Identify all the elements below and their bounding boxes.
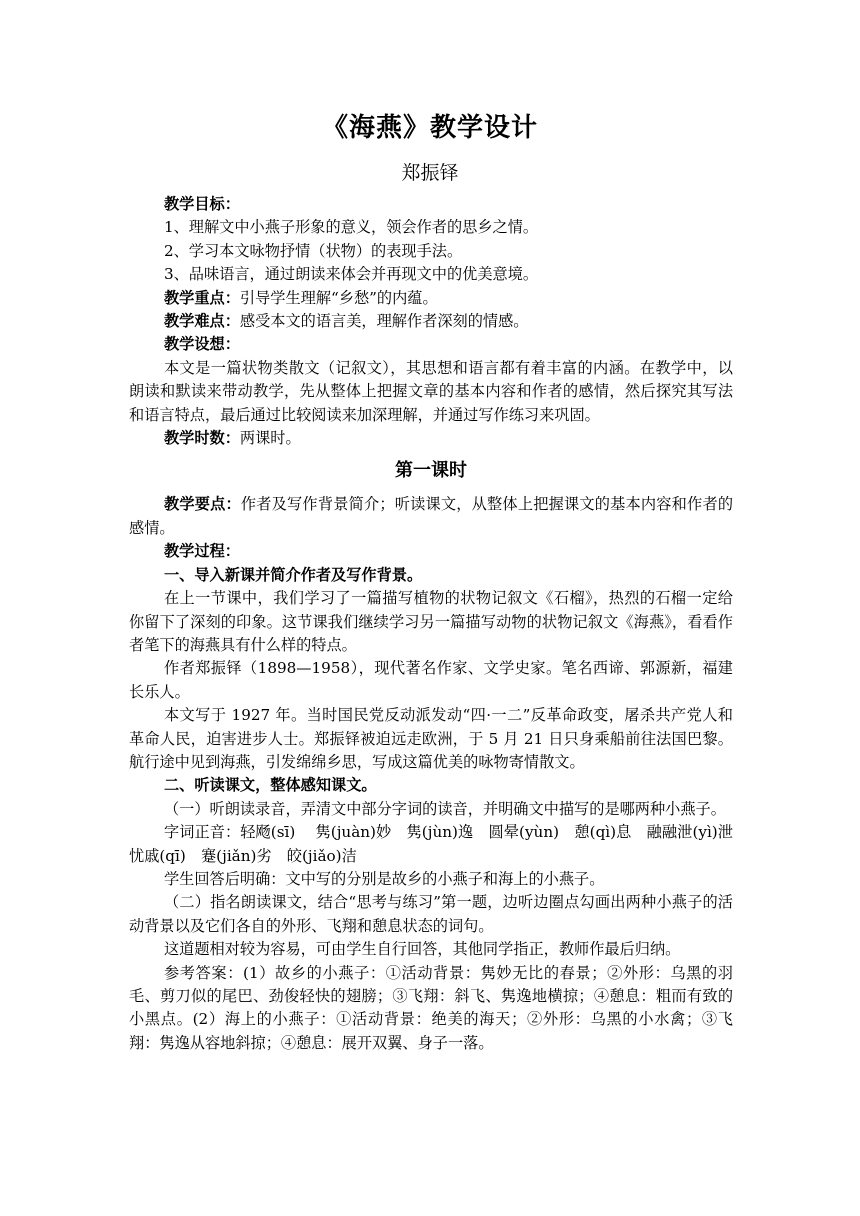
step2-heading: 二、听读课文，整体感知课文。 — [163, 776, 377, 795]
document-author: 郑振铎 — [401, 162, 459, 184]
key-point-text: 引导学生理解“乡愁”的内蕴。 — [239, 288, 438, 307]
objective-item: 3、品味语言，通过朗读来体会并再现文中的优美意境。 — [163, 265, 539, 284]
difficulty-text: 感受本文的语言美，理解作者深刻的情感。 — [239, 312, 529, 331]
lesson1-focus-paragraph — [129, 493, 733, 540]
design-paragraph: 本文是一篇状物类散文（记叙文），其思想和语言都有着丰富的内涵。在教学中，以朗读和默读来带动教学，先从整体上把握文章的基本内容和作者的感情，然后探究其写法和语言特点，最后通过比较阅读来加深理解，并通过写作练习来巩固。 — [129, 358, 733, 424]
design-heading — [129, 333, 733, 356]
objective-item: 2、学习本文咏物抒情（状物）的表现手法。 — [163, 241, 463, 260]
lesson1-focus-label: 教学要点： — [163, 495, 241, 514]
difficulty-paragraph — [129, 310, 733, 333]
key-point-label: 教学重点： — [163, 288, 240, 307]
step2-paragraph: （二）指名朗读课文，结合“思考与练习”第一题，边听边圈点勾画出两种小燕子的活动背景以及它们各自的外形、飞翔和憩息状态的词句。 — [129, 893, 733, 935]
duration-paragraph — [129, 427, 733, 450]
step2-paragraph: 学生回答后明确：文中写的分别是故乡的小燕子和海上的小燕子。 — [163, 869, 605, 888]
step1-heading: 一、导入新课并简介作者及写作背景。 — [163, 565, 423, 584]
lesson1-process-heading — [129, 540, 733, 563]
duration-label: 教学时数： — [163, 429, 240, 448]
design-label: 教学设想： — [163, 335, 240, 354]
lesson1-process-label: 教学过程： — [163, 542, 240, 561]
step2-pronunciation: 字词正音：轻飏(sī) 隽(juàn)妙 隽(jùn)逸 圆晕(yùn) 憩(qì)息 融融泄(yì)泄 忧戚(qī) 蹇(jiǎn)劣 皎(jiǎo)洁 — [129, 823, 749, 865]
step2-paragraph: 这道题相对较为容易，可由学生自行回答，其他同学指正，教师作最后归纳。 — [163, 940, 681, 959]
document-title: 《海燕》教学设计 — [321, 113, 538, 143]
step1-paragraph: 在上一节课中，我们学习了一篇描写植物的状物记叙文《石榴》，热烈的石榴一定给你留下了深刻的印象。这节课我们继续学习另一篇描写动物的状物记叙文《海燕》，看看作者笔下的海燕具有什么样的特点。 — [129, 589, 733, 654]
objectives-label: 教学目标： — [163, 195, 240, 213]
difficulty-label: 教学难点： — [163, 312, 240, 331]
document-body — [129, 193, 749, 1055]
objective-item: 1、理解文中小燕子形象的意义，领会作者的思乡之情。 — [163, 218, 539, 237]
step1-paragraph: 作者郑振铎（1898—1958），现代著名作家、文学史家。笔名西谛、郭源新，福建长乐人。 — [129, 659, 733, 701]
step2-answer: 参考答案：(1）故乡的小燕子：①活动背景：隽妙无比的春景；②外形：乌黑的羽毛、剪刀似的尾巴、劲俊轻快的翅膀；③飞翔：斜飞、隽逸地横掠；④憩息：粗而有致的小黑点。(2）海上的小燕子：①活动背景：绝美的海天；②外形：乌黑的小水禽；③飞翔：隽逸从容地斜掠；④憩息：展开双翼、身子一落。 — [129, 963, 733, 1052]
objectives-heading — [129, 193, 733, 216]
lesson1-title: 第一课时 — [395, 460, 467, 482]
duration-text: 两课时。 — [239, 429, 301, 448]
step2-paragraph: （一）听朗读录音，弄清文中部分字词的读音，并明确文中描写的是哪两种小燕子。 — [163, 799, 726, 818]
step1-paragraph: 本文写于 1927 年。当时国民党反动派发动“四·一二”反革命政变，屠杀共产党人和革命人民，迫害进步人士。郑振铎被迫远走欧洲，于 5 月 21 日只身乘船前往法国巴黎。航行途中见到海燕，引发绵绵乡思，写成这篇优美的咏物寄情散文。 — [129, 706, 733, 771]
key-point-paragraph — [129, 287, 733, 310]
lesson1-focus-text: 作者及写作背景简介；听读课文，从整体上把握课文的基本内容和作者的感情。 — [129, 495, 734, 537]
